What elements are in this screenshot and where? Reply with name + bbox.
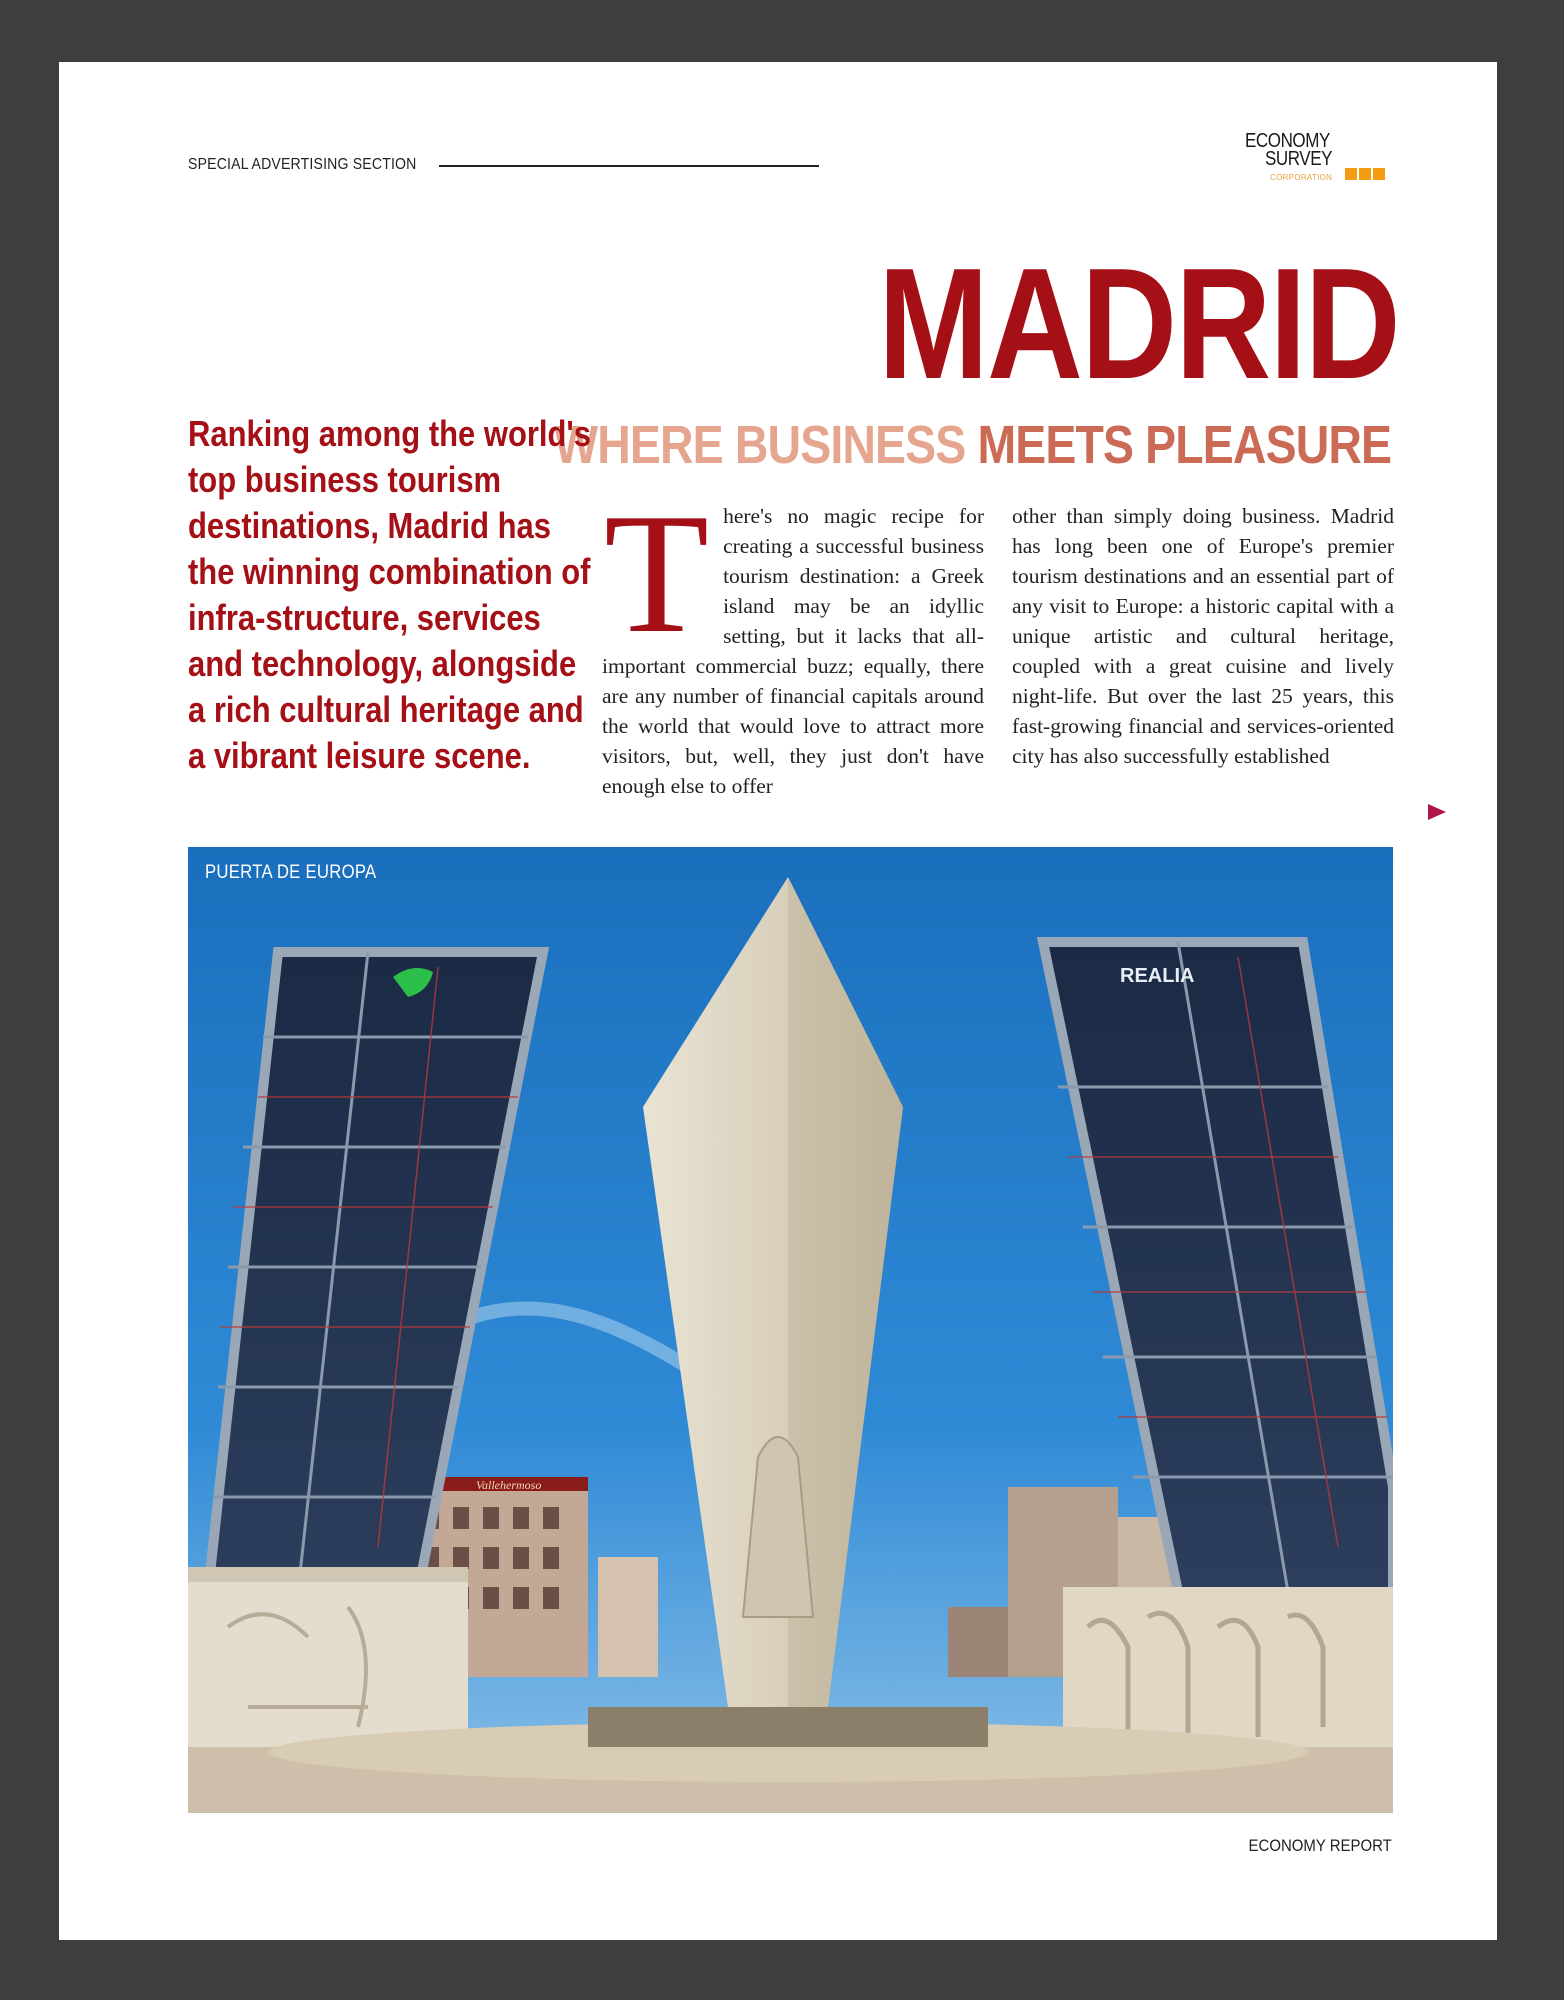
logo-line-1: ECONOMY bbox=[1245, 130, 1330, 152]
column-1-text: here's no magic recipe for creating a successful business tourism destination: a Greek island may be an idyllic setting, but it lacks that all-important commercial buzz; equally, there are any number of financial capitals around the world that would love to attract more visitors, but, well, they just don't have enough else to offer bbox=[602, 504, 984, 798]
page-subtitle bbox=[554, 415, 1391, 475]
magazine-page bbox=[59, 62, 1497, 1940]
logo-line-3: CORPORATION bbox=[1270, 173, 1333, 182]
logo-square-icon bbox=[1373, 168, 1385, 180]
subtitle-part-1: WHERE BUSINESS bbox=[554, 415, 966, 475]
photo-illustration bbox=[188, 847, 1393, 1813]
article-column-1 bbox=[602, 501, 984, 835]
logo-square-icon bbox=[1359, 168, 1371, 180]
lead-paragraph: Ranking among the world's top business tourism destinations, Madrid has the winning combination of infra-structure, services and technology, alongside a rich cultural heritage and a vibrant leisure scene. bbox=[188, 413, 592, 776]
footer-label: ECONOMY REPORT bbox=[1248, 1836, 1392, 1855]
puerta-de-europa-photo bbox=[188, 847, 1393, 1813]
header-rule bbox=[439, 165, 819, 167]
subtitle-part-2: MEETS PLEASURE bbox=[977, 415, 1391, 475]
column-2-text: other than simply doing business. Madrid has long been one of Europe's premier tourism destinations and an essential part of any visit to Europe: a historic capital with a unique artistic and cultural heritage, coupled with a great cuisine and lively night-life. But over the last 25 years, this fast-growing financial and services-oriented city has also successfully established bbox=[1012, 504, 1394, 768]
section-label: SPECIAL ADVERTISING SECTION bbox=[188, 156, 417, 173]
logo-square-icon bbox=[1345, 168, 1357, 180]
logo-line-2: SURVEY bbox=[1265, 148, 1333, 170]
article-column-2 bbox=[1012, 501, 1394, 835]
photo-caption: PUERTA DE EUROPA bbox=[205, 862, 377, 883]
tower-sign: REALIA bbox=[1120, 965, 1195, 987]
drop-cap: T bbox=[604, 501, 710, 669]
building-sign: Vallehermoso bbox=[476, 1478, 542, 1492]
page-title: MADRID bbox=[878, 236, 1399, 412]
economy-survey-logo bbox=[1245, 130, 1395, 188]
continue-arrow-icon bbox=[1428, 804, 1446, 820]
